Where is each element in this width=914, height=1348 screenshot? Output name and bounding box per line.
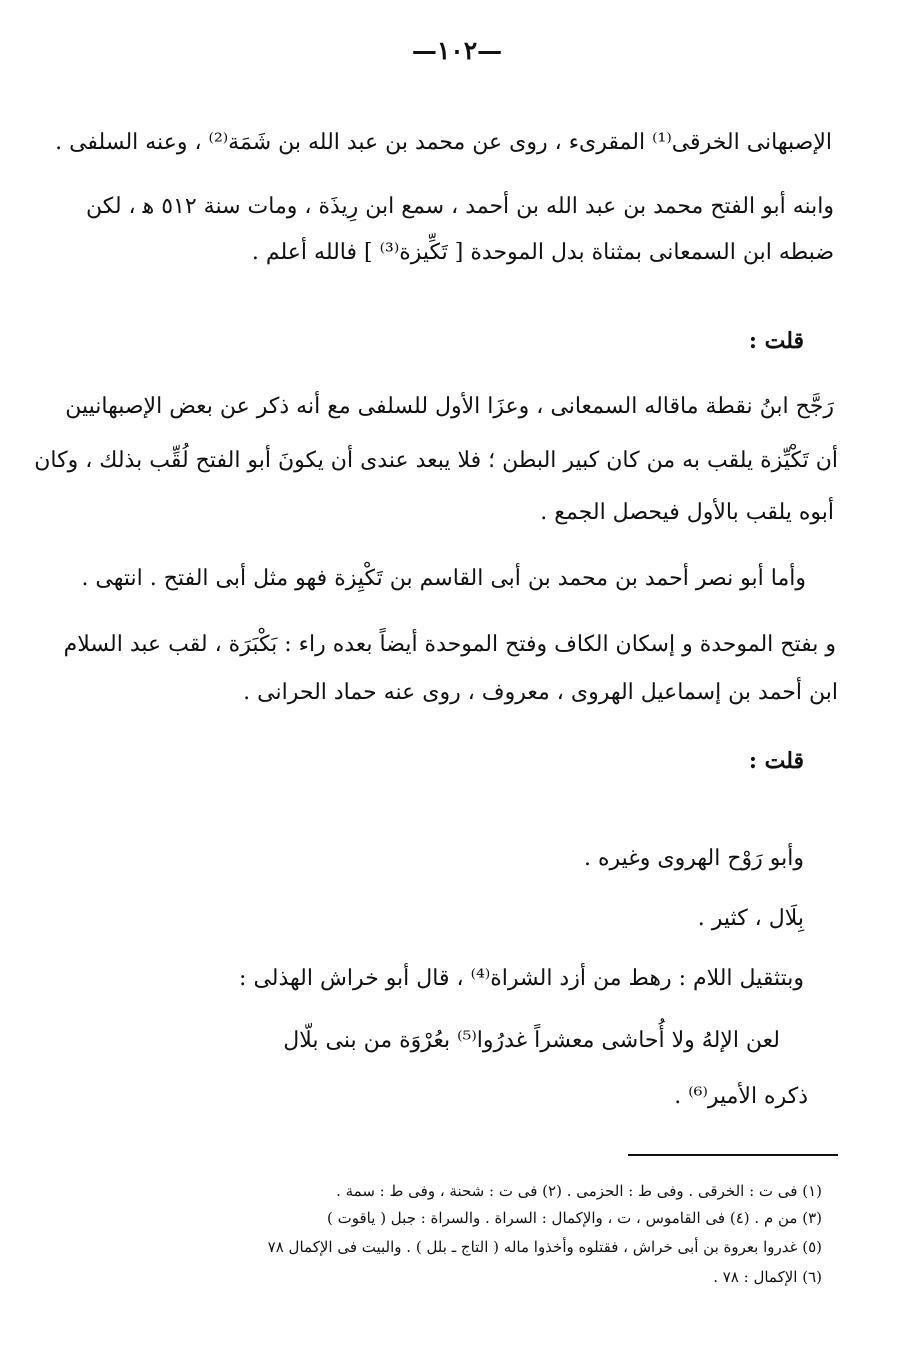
section-heading: قلت :	[748, 328, 804, 354]
body-line: رَجَّح ابنُ نقطة ماقاله السمعانى ، وعزَا الأول للسلفى مع أنه ذكر عن بعض الإصبهانيين	[65, 394, 834, 419]
poem-attribution: ذكره الأمير⁽⁶⁾ .	[674, 1084, 808, 1109]
footnote-line: (١) فى ت : الخرقى . وفى ط : الحزمى . (٢) فى ت : شحنة ، وفى ط : سمة .	[336, 1182, 822, 1200]
body-line: وبتثقيل اللام : رهط من أزد الشراة⁽⁴⁾ ، قال أبو خراش الهذلى :	[239, 966, 804, 991]
footnote-line: (٣) من م . (٤) فى القاموس ، ت ، والإكمال : السراة . والسراة : جبل ( ياقوت )	[327, 1209, 822, 1227]
body-line: الإصبهانى الخرقى⁽¹⁾ المقرىء ، روى عن محمد بن عبد الله بن شَمَة⁽²⁾ ، وعنه السلفى .	[55, 130, 832, 155]
poem-verse: لعن الإلهُ ولا أُحاشى معشراً غدرُوا⁽⁵⁾ بعُرْوَة من بنى بلّال	[283, 1028, 780, 1053]
footnote-line: (٦) الإكمال : ٧٨ .	[713, 1268, 822, 1286]
body-line: أبوه يلقب بالأول فيحصل الجمع .	[540, 500, 834, 525]
body-line: ابن أحمد بن إسماعيل الهروى ، معروف ، روى عنه حماد الحرانى .	[243, 680, 838, 705]
body-line: أن تَكْيِّزة يلقب به من كان كبير البطن ؛ فلا يبعد عندى أن يكونَ أبو الفتح لُقِّب بذلك ، وكان	[34, 448, 838, 473]
page-number: —١٠٢—	[411, 36, 503, 65]
body-line: وأبو رَوْح الهروى وغيره .	[583, 846, 804, 871]
body-line: و بفتح الموحدة و إسكان الكاف وفتح الموحدة أيضاً بعده راء : بَكْبَرَة ، لقب عبد السلام	[63, 632, 836, 657]
body-line: بِلَال ، كثير .	[697, 906, 804, 931]
body-line: وابنه أبو الفتح محمد بن عبد الله بن أحمد ، سمع ابن رِيذَة ، ومات سنة ٥١٢ ﻫ ، لكن	[85, 194, 834, 219]
body-line: ضبطه ابن السمعانى بمثناة بدل الموحدة [ تَكِّيزة⁽³⁾ ] فالله أعلم .	[251, 240, 834, 265]
footnote-line: (٥) غدروا بعروة بن أبى خراش ، فقتلوه وأخذوا ماله ( التاج ـ بلل ) . والبيت فى الإكمال ٧٨	[267, 1238, 822, 1256]
section-heading: قلت :	[748, 748, 804, 774]
footnote-divider	[628, 1154, 838, 1156]
body-line: وأما أبو نصر أحمد بن محمد بن أبى القاسم بن تَكْيِزة فهو مثل أبى الفتح . انتهى .	[81, 566, 806, 591]
